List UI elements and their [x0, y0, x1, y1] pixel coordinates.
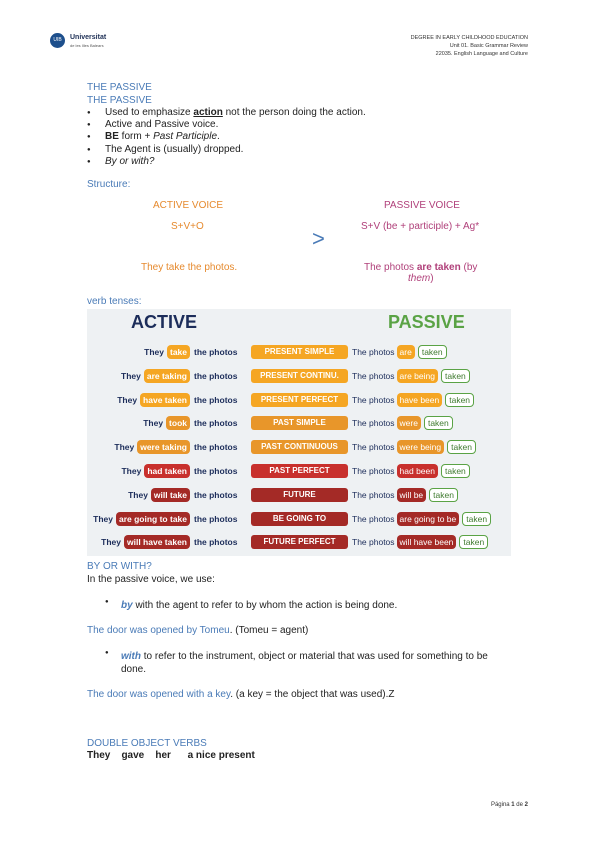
active-voice-title: ACTIVE VOICE [153, 200, 224, 211]
passive-participle: taken [447, 440, 476, 454]
passive-subject: The photos [352, 394, 395, 405]
tense-label: PAST CONTINUOUS [251, 440, 348, 454]
active-subject: They [128, 489, 148, 500]
tense-label: PRESENT CONTINU. [251, 369, 348, 383]
logo-subtitle: de les Illes Balears [70, 43, 104, 48]
active-verb: will take [151, 488, 190, 502]
active-voice-example: They take the photos. [141, 262, 238, 273]
passive-subject: The photos [352, 370, 395, 381]
passive-subject: The photos [352, 513, 395, 524]
passive-auxiliary: are [397, 345, 415, 359]
table-row [87, 393, 511, 411]
active-subject: They [121, 466, 142, 476]
passive-heading: PASSIVE [388, 312, 465, 332]
with-usage: with to refer to the instrument, object or material that was used for something to be [121, 651, 488, 662]
active-verb: were taking [137, 440, 190, 454]
arrow-icon: > [312, 226, 325, 251]
active-object: the photos [194, 537, 238, 548]
logo-name: Universitat [70, 34, 107, 41]
table-row [87, 464, 511, 482]
passive-subject: The photos [352, 537, 395, 548]
active-object: the photos [194, 370, 238, 381]
passive-auxiliary: are being [397, 369, 438, 383]
list-item: ● BE form + Past Participle. [105, 131, 366, 143]
tense-label: PAST SIMPLE [251, 416, 348, 430]
active-subject: They [101, 537, 121, 548]
tense-label: FUTURE PERFECT [251, 535, 348, 549]
tense-label: FUTURE [251, 488, 348, 502]
passive-voice-example-cont: them) [408, 273, 434, 284]
passive-voice-example: The photos are taken (by [364, 262, 478, 273]
active-voice-formula: S+V+O [171, 221, 204, 232]
passive-auxiliary: are going to be [397, 512, 460, 526]
active-heading: ACTIVE [131, 312, 198, 332]
passive-auxiliary: had been [397, 464, 438, 478]
active-verb: had taken [144, 464, 190, 478]
list-item: ● Active and Passive voice. [105, 119, 366, 131]
active-verb: take [167, 345, 190, 359]
by-or-with-intro: In the passive voice, we use: [87, 574, 215, 585]
by-usage: by with the agent to refer to by whom the action is being done. [121, 600, 398, 611]
passive-participle: taken [418, 345, 447, 359]
table-row [87, 369, 511, 387]
structure-label: Structure: [87, 179, 131, 190]
university-logo-icon: UIB [50, 33, 65, 48]
passive-participle: taken [441, 369, 470, 383]
list-item: ● By or with? [105, 156, 366, 168]
passive-participle: taken [424, 416, 453, 430]
table-row [87, 488, 511, 506]
by-example: The door was opened by Tomeu. (Tomeu = agent) [87, 625, 309, 636]
table-row [87, 535, 511, 553]
active-verb: took [166, 416, 190, 430]
emphasis-word: action [193, 107, 223, 118]
table-row [87, 512, 511, 530]
active-object: the photos [194, 418, 238, 429]
by-or-with-heading: BY OR WITH? [87, 561, 152, 572]
tense-label: PRESENT SIMPLE [251, 345, 348, 359]
section-title: THE PASSIVE [87, 82, 152, 93]
table-row [87, 345, 511, 363]
passive-subject: The photos [352, 442, 395, 453]
passive-participle: taken [441, 464, 470, 478]
passive-voice-title: PASSIVE VOICE [384, 200, 460, 211]
passive-voice-formula: S+V (be + participle) + Ag* [361, 221, 480, 232]
passive-participle: taken [445, 393, 474, 407]
active-subject: They [144, 347, 164, 357]
active-subject: They [143, 418, 164, 429]
verb-tenses-label: verb tenses: [87, 296, 142, 307]
passive-bullet-list [105, 107, 366, 168]
passive-participle: taken [462, 512, 491, 526]
bullet-icon: ● [105, 650, 109, 656]
active-subject: They [117, 394, 138, 405]
section-subtitle: THE PASSIVE [87, 95, 152, 106]
active-object: the photos [194, 442, 238, 453]
list-item: ● The Agent is (usually) dropped. [105, 144, 366, 156]
active-verb: have taken [140, 393, 190, 407]
active-subject: They [121, 370, 141, 381]
passive-auxiliary: were [397, 416, 421, 430]
passive-subject: The photos [352, 466, 395, 476]
tense-label: PAST PERFECT [251, 464, 348, 478]
passive-auxiliary: will be [397, 488, 427, 502]
passive-subject: The photos [352, 347, 395, 357]
passive-auxiliary: have been [397, 393, 443, 407]
header-course: 22035. English Language and Culture [435, 51, 528, 57]
passive-participle: taken [459, 535, 488, 549]
active-verb: are taking [144, 369, 190, 383]
bullet-icon: ● [105, 599, 109, 605]
double-object-heading: DOUBLE OBJECT VERBS [87, 738, 207, 749]
list-item: ● Used to emphasize action not the person doing the action. [105, 107, 366, 119]
with-usage-cont: done. [121, 664, 147, 675]
active-verb: are going to take [116, 512, 190, 526]
tense-label: PRESENT PERFECT [251, 393, 348, 407]
passive-subject: The photos [352, 418, 395, 429]
active-object: the photos [194, 513, 238, 524]
active-object: the photos [194, 347, 238, 357]
page-number: Página 1 de 2 [490, 802, 528, 808]
table-row [87, 440, 511, 458]
header-unit: Unit 01. Basic Grammar Review [449, 43, 528, 49]
active-object: the photos [194, 394, 238, 405]
active-subject: They [114, 442, 135, 453]
table-row [87, 416, 511, 434]
with-example: The door was opened with a key. (a key = the object that was used).Z [87, 689, 395, 700]
active-subject: They [93, 513, 113, 524]
tense-label: BE GOING TO [251, 512, 348, 526]
verb-tenses-chart [87, 309, 511, 556]
passive-subject: The photos [352, 489, 395, 500]
active-object: the photos [194, 489, 238, 500]
passive-auxiliary: were being [397, 440, 445, 454]
passive-auxiliary: will have been [397, 535, 457, 549]
double-object-example: They gave her a nice present [87, 750, 255, 761]
active-object: the photos [194, 466, 238, 476]
header-degree: DEGREE IN EARLY CHILDHOOD EDUCATION [410, 35, 528, 41]
passive-participle: taken [429, 488, 458, 502]
active-verb: will have taken [124, 535, 190, 549]
